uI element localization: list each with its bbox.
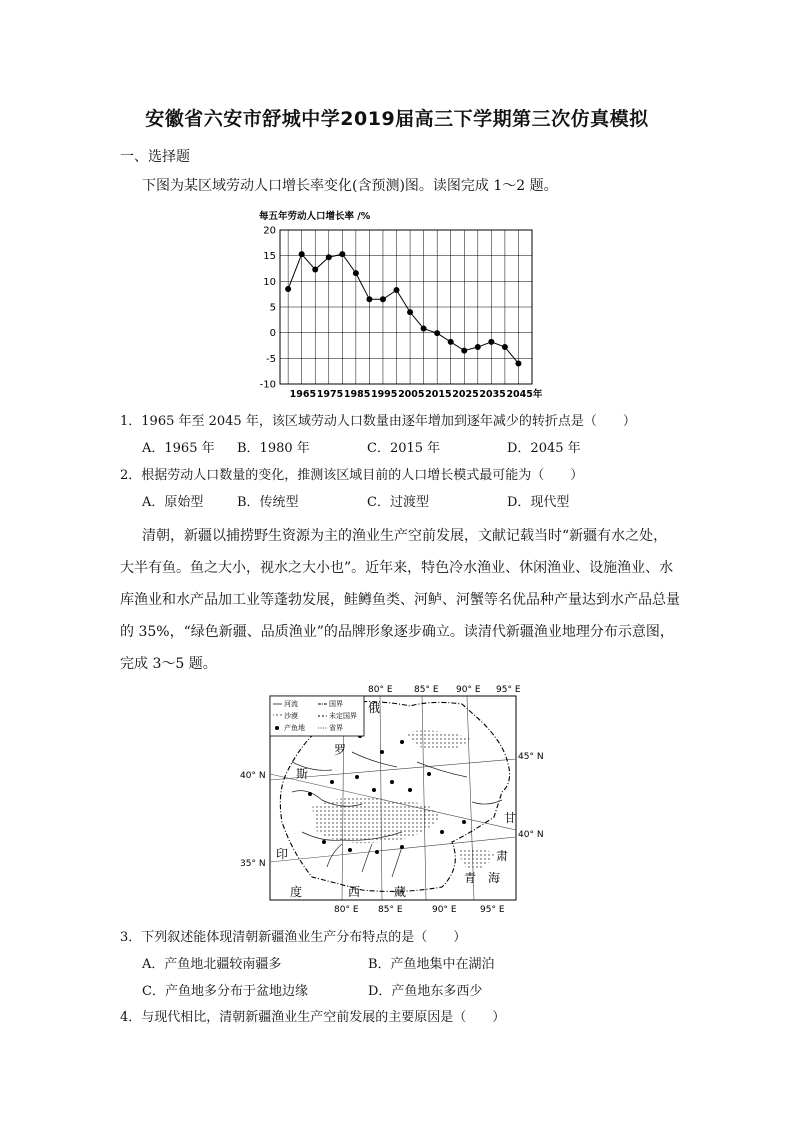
x-tick-label: 2045年	[506, 389, 543, 400]
passage-paragraph	[120, 520, 680, 680]
page-title: 安徽省六安市舒城中学2019届高三下学期第三次仿真模拟	[145, 108, 649, 130]
lat-label-left: 40° N	[240, 771, 266, 781]
lon-label-top: 85° E	[414, 685, 439, 695]
legend-desert: 沙漠	[284, 712, 298, 720]
data-point	[299, 251, 305, 257]
y-tick-label: 5	[269, 302, 276, 314]
lon-label-top: 80° E	[368, 685, 393, 695]
place-char: 度	[290, 885, 303, 899]
data-point	[407, 309, 413, 315]
chart-series	[285, 251, 521, 366]
legend-provincial-border: 省界	[329, 724, 343, 732]
y-tick-label: -5	[266, 353, 276, 365]
x-tick-label: 1995	[370, 389, 398, 400]
lat-label-left: 35° N	[240, 859, 266, 869]
q3-option-d[interactable]: D．产鱼地东多西少	[368, 984, 483, 999]
legend-undetermined-border: 未定国界	[329, 712, 357, 720]
data-point	[434, 330, 440, 336]
y-tick-label: 15	[263, 251, 276, 263]
q3-option-c[interactable]: C．产鱼地多分布于盆地边缘	[142, 984, 308, 999]
question-1-options	[142, 437, 597, 456]
chart-grid	[280, 230, 532, 384]
lon-label-bottom: 90° E	[432, 905, 457, 914]
lon-label-bottom: 85° E	[378, 905, 403, 914]
q2-option-c[interactable]: C．过渡型	[367, 495, 429, 510]
x-tick-label: 2005	[398, 389, 425, 400]
data-point	[366, 296, 372, 302]
place-char: 藏	[394, 885, 407, 899]
place-char: 俄	[368, 701, 381, 715]
chart-title: 每五年劳动人口增长率 /%	[259, 211, 371, 222]
question-3-stem: 3．下列叙述能体现清朝新疆渔业生产分布特点的是（ ）	[120, 930, 467, 945]
question-4-stem: 4．与现代相比，清朝新疆渔业生产空前发展的主要原因是（ ）	[120, 1010, 506, 1025]
map-svg	[232, 682, 552, 914]
data-point	[488, 339, 494, 345]
q3-option-b[interactable]: B．产鱼地集中在湖泊	[368, 957, 495, 972]
x-tick-label: 2025	[452, 389, 479, 400]
data-point	[448, 339, 454, 345]
q2-option-a[interactable]: A．原始型	[142, 495, 204, 510]
passage-line: 库渔业和水产品加工业等蓬勃发展，鲑鳟鱼类、河鲈、河蟹等名优品种产量达到水产品总量	[120, 592, 680, 608]
y-tick-label: 0	[269, 328, 276, 340]
q1-option-d[interactable]: D．2045 年	[507, 441, 581, 456]
x-tick-label: 1985	[343, 389, 371, 400]
q2-option-b[interactable]: B．传统型	[237, 495, 299, 510]
place-char: 甘	[504, 811, 517, 825]
legend-river: 河流	[284, 700, 298, 708]
passage-line: 完成 3～5 题。	[120, 656, 217, 672]
passage-line: 大半有鱼。鱼之大小，视水之大小也”。近年来，特色冷水渔业、休闲渔业、设施渔业、水	[120, 560, 674, 576]
series-line	[288, 254, 518, 363]
place-char: 海	[488, 871, 501, 885]
y-tick-label: -10	[259, 379, 276, 391]
data-point	[380, 296, 386, 302]
q1-option-a[interactable]: A．1965 年	[142, 441, 215, 456]
legend-national-border: 国界	[329, 700, 343, 708]
data-point	[285, 286, 291, 292]
x-tick-label: 1975	[316, 389, 344, 400]
section-heading: 一、选择题	[120, 149, 190, 165]
x-tick-label: 1965	[289, 389, 317, 400]
question-2-stem: 2．根据劳动人口数量的变化，推测该区域目前的人口增长模式最可能为（ ）	[120, 468, 584, 483]
intro-paragraph: 下图为某区域劳动人口增长率变化(含预测)图。读图完成 1～2 题。	[142, 178, 558, 194]
passage-line: 的 35%，“绿色新疆、品质渔业”的品牌形象逐步确立。读清代新疆渔业地理分布示意图，	[120, 624, 674, 640]
lat-label-right: 40° N	[518, 830, 544, 840]
place-char: 青	[464, 871, 477, 885]
data-point	[421, 326, 427, 332]
lon-label-top: 95° E	[496, 685, 521, 695]
data-point	[515, 360, 521, 366]
x-tick-label: 2035	[479, 389, 506, 400]
lat-label-right: 45° N	[518, 752, 544, 762]
data-point	[353, 270, 359, 276]
place-char: 肃	[496, 849, 509, 863]
q2-option-d[interactable]: D．现代型	[507, 495, 570, 510]
question-2-options	[142, 491, 597, 510]
y-tick-label: 10	[263, 276, 276, 288]
chart-svg	[250, 206, 550, 402]
place-char: 罗	[334, 743, 347, 757]
passage-line: 清朝，新疆以捕捞野生资源为主的渔业生产空前发展，文献记载当时“新疆有水之处，	[142, 528, 668, 544]
place-char: 西	[348, 885, 361, 899]
data-point	[475, 344, 481, 350]
question-3-options-row2	[142, 980, 482, 999]
x-tick-label: 2015	[425, 389, 452, 400]
data-point	[326, 254, 332, 260]
data-point	[461, 348, 467, 354]
q3-option-a[interactable]: A．产鱼地北疆较南疆多	[142, 957, 282, 972]
lon-label-bottom: 80° E	[334, 905, 359, 914]
data-point	[394, 287, 400, 293]
question-3-options-row1	[142, 953, 495, 972]
xinjiang-fishery-map	[232, 682, 552, 914]
data-point	[502, 344, 508, 350]
legend-fishing-site: 产鱼地	[284, 724, 305, 732]
q1-option-b[interactable]: B．1980 年	[237, 441, 310, 456]
lon-label-top: 90° E	[456, 685, 481, 695]
lon-label-bottom: 95° E	[480, 905, 505, 914]
place-char: 斯	[296, 767, 309, 781]
labor-growth-chart	[250, 206, 550, 402]
q1-option-c[interactable]: C．2015 年	[367, 441, 441, 456]
data-point	[312, 267, 318, 273]
question-1-stem: 1．1965 年至 2045 年，该区域劳动人口数量由逐年增加到逐年减少的转折点是（ ）	[120, 414, 636, 429]
data-point	[339, 251, 345, 257]
place-char: 印	[276, 847, 289, 861]
y-tick-label: 20	[263, 225, 276, 237]
